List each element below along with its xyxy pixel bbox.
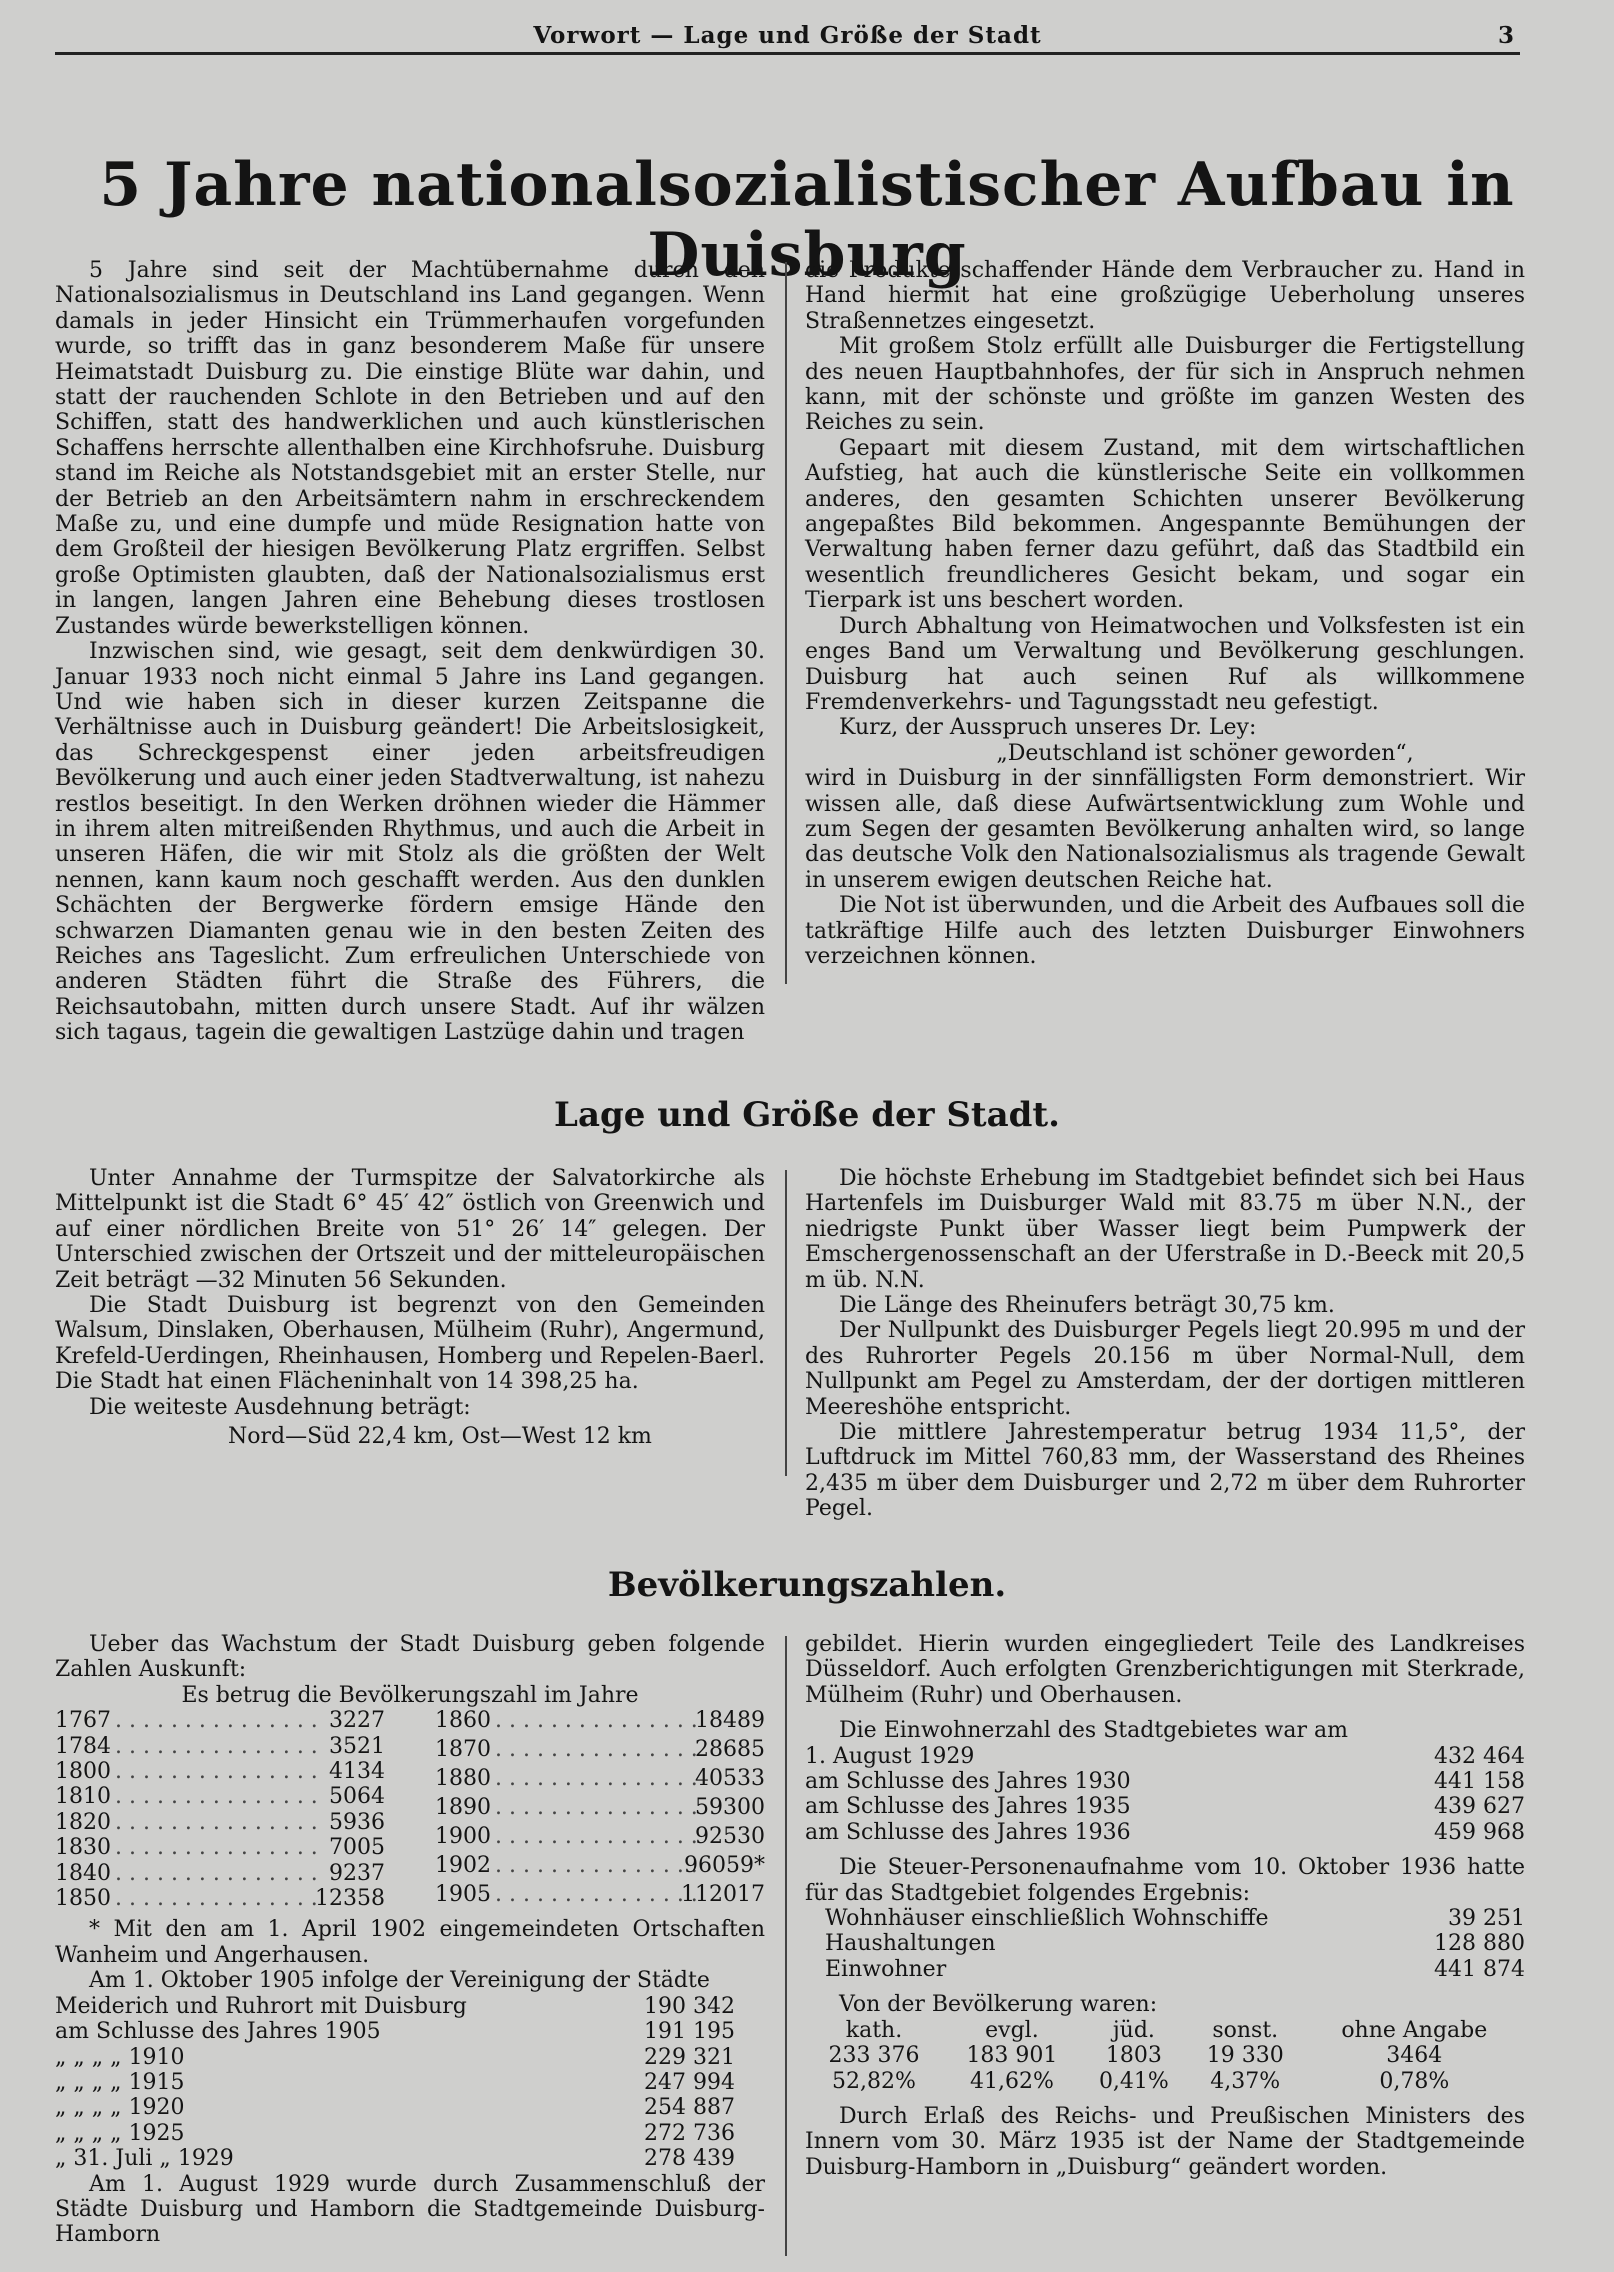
row-label: Meiderich und Ruhrort mit Duisburg <box>55 1993 467 2019</box>
row-value: 432 464 <box>1434 1743 1525 1769</box>
table-row <box>55 2019 735 2044</box>
row-label: 1902 <box>435 1853 491 1879</box>
row-label: „ „ „ „ 1925 <box>55 2120 185 2146</box>
steuer-table <box>825 1906 1525 1982</box>
konfession-cell: sonst. <box>1212 2017 1279 2043</box>
table-row <box>55 1759 385 1784</box>
page-number: 3 <box>1497 22 1514 49</box>
dot-leader: . . . . . . . . . . . . . . . <box>115 1835 318 1861</box>
table-row <box>435 1853 765 1882</box>
konfession-cell: 0,41% <box>1098 2068 1169 2094</box>
row-label: am Schlusse des Jahres 1930 <box>805 1769 1131 1795</box>
paragraph: Die mittlere Jahrestemperatur betrug 1934 11,5°, der Luftdruck im Mittel 760,83 mm, der Wasserstand des Rheines 2,435 m über dem Duisburger und 2,72 m über dem Ruhrorter Pegel. <box>805 1420 1525 1522</box>
konfession-cell: ohne Angabe <box>1341 2017 1488 2043</box>
konfession-cell: 19 330 <box>1206 2043 1284 2069</box>
paragraph: Die Not ist überwunden, und die Arbeit des Aufbaues soll die tatkräftige Hilfe auch des letzten Duisburger Einwohners verzeichnen können. <box>805 893 1525 969</box>
table-row <box>805 2018 1525 2043</box>
table-row <box>55 1734 385 1759</box>
dot-leader <box>624 2146 625 2171</box>
row-value: 278 439 <box>644 2146 735 2172</box>
column-divider <box>785 1636 787 2256</box>
konfession-cell: 233 376 <box>828 2043 920 2069</box>
row-value: 96059* <box>684 1853 765 1879</box>
running-header <box>55 18 1520 55</box>
konfession-cell: kath. <box>845 2017 903 2043</box>
paragraph: Die Länge des Rheinufers beträgt 30,75 km. <box>839 1293 1335 1319</box>
table-row <box>55 2045 735 2070</box>
table-row <box>435 1882 765 1911</box>
table-row <box>825 1906 1525 1931</box>
konfession-cell: jüd. <box>1112 2017 1155 2043</box>
dot-leader: . . . . . . . . . . . . . . . <box>115 1809 318 1835</box>
table-row <box>55 1784 385 1809</box>
dot-leader: . . . . . . . . . . . . . . . <box>495 1737 698 1763</box>
konfession-cell: 4,37% <box>1210 2068 1281 2094</box>
row-label: 1840 <box>55 1860 111 1886</box>
dot-leader <box>1413 1744 1415 1769</box>
row-label: 1880 <box>435 1766 491 1792</box>
row-label: 1850 <box>55 1886 111 1912</box>
table-row <box>805 1769 1525 1794</box>
extent-line: Nord—Süd 22,4 km, Ost—West 12 km <box>228 1424 652 1450</box>
konfession-cell: 1803 <box>1105 2043 1162 2069</box>
union-table <box>55 1994 735 2172</box>
row-label: 1810 <box>55 1784 111 1810</box>
row-label: am Schlusse des Jahres 1936 <box>805 1819 1131 1845</box>
dot-leader: . . . . . . . . . . . . . . . <box>115 1886 318 1912</box>
population-tables <box>55 1708 765 1911</box>
row-label: 1767 <box>55 1708 111 1734</box>
dot-leader: . . . . . . . . . . . . . . . <box>495 1708 698 1734</box>
dot-leader: . . . . . . . . . . . . . . . <box>495 1795 698 1821</box>
row-value: 5064 <box>329 1784 385 1810</box>
row-label: 1905 <box>435 1882 491 1908</box>
dot-leader <box>624 2019 625 2044</box>
row-value: 128 880 <box>1434 1931 1525 1957</box>
konfession-cell: 41,62% <box>969 2068 1054 2094</box>
konfession-cell: 183 901 <box>966 2043 1058 2069</box>
table-row <box>55 1994 735 2019</box>
quote: „Deutschland ist schöner geworden“, <box>996 740 1414 766</box>
dot-leader <box>1414 1931 1415 1956</box>
page-title: 5 Jahre nationalsozialistischer Aufbau in Duisburg <box>99 150 1515 290</box>
paragraph: die Produkte schaffender Hände dem Verbraucher zu. Hand in Hand hiermit hat eine großzügige Ueberholung unseres Straßennetzes eingesetzt. <box>805 258 1525 334</box>
table-row <box>55 1835 385 1860</box>
paragraph: Unter Annahme der Turmspitze der Salvatorkirche als Mittelpunkt ist die Stadt 6° 45′ 42″ östlich von Greenwich und auf einer nördlichen Breite von 51° 26′ 14″ gelegen. Der Unterschied zwischen der Ortszeit und der mitteleuropäischen Zeit beträgt —32 Minuten 56 Sekunden. <box>55 1166 765 1293</box>
row-value: 190 342 <box>644 1993 735 2019</box>
paragraph: Mit großem Stolz erfüllt alle Duisburger die Fertigstellung des neuen Hauptbahnhofes, der für sich in Anspruch nehmen kann, mit der schönste und größte im ganzen Westen des Reiches zu sein. <box>805 334 1525 436</box>
konfession-cell: 52,82% <box>832 2068 916 2094</box>
dot-leader: . . . . . . . . . . . . . . . <box>495 1853 698 1879</box>
row-value: 254 887 <box>644 2095 735 2121</box>
table-row <box>55 2095 735 2120</box>
konfession-cell: 3464 <box>1386 2043 1443 2069</box>
row-value: 39 251 <box>1448 1906 1525 1932</box>
paragraph: Am 1. Oktober 1905 infolge der Vereinigung der Städte <box>89 1968 710 1994</box>
table-row <box>435 1737 765 1766</box>
konfession-table <box>805 2018 1525 2094</box>
dot-leader <box>624 1994 625 2019</box>
row-value: 28685 <box>695 1737 765 1763</box>
paragraph: Am 1. August 1929 wurde durch Zusammenschluß der Städte Duisburg und Hamborn die Stadtgemeinde Duisburg-Hamborn <box>55 2171 765 2248</box>
row-value: 459 968 <box>1434 1819 1525 1845</box>
row-label: am Schlusse des Jahres 1935 <box>805 1794 1131 1820</box>
row-label: 1. August 1929 <box>805 1743 975 1769</box>
konfession-cell: evgl. <box>985 2017 1039 2043</box>
row-label: „ „ „ „ 1910 <box>55 2044 185 2070</box>
table-row <box>55 2146 735 2171</box>
paragraph: Inzwischen sind, wie gesagt, seit dem denkwürdigen 30. Januar 1933 noch nicht einmal 5 Jahre ins Land gegangen. Und wie haben sich in dieser kurzen Zeitspanne die Verhältnisse auch in Duisburg geändert! Die Arbeitslosigkeit, das Schreckgespenst einer jeden arbeitsfreudigen Bevölkerung und auch einer jeden Stadtverwaltung, ist nahezu restlos beseitigt. In den Werken dröhnen wieder die Hämmer in ihrem alten mitreißenden Rhythmus, und auch die Arbeit in unseren Häfen, die wir mit Stolz als die größten der Welt nennen, kann kaum noch geschafft werden. Aus den dunklen Schächten der Bergwerke fördern emsige Hände den schwarzen Diamanten genau wie in den besten Zeiten des Reiches ans Tageslicht. Zum erfreulichen Unterschiede von anderen Städten führt die Straße des Führers, die Reichsautobahn, mitten durch unsere Stadt. Auf ihr wälzen sich tagaus, tagein die gewaltigen Lastzüge dahin und tragen <box>55 639 765 1046</box>
table-row <box>825 1931 1525 1956</box>
dot-leader: . . . . . . . . . . . . . . . <box>115 1784 318 1810</box>
row-value: 7005 <box>329 1835 385 1861</box>
section-heading-lage: Lage und Größe der Stadt. <box>554 1095 1060 1135</box>
dot-leader <box>1413 1820 1415 1845</box>
dot-leader <box>624 2045 625 2070</box>
paragraph: Die Stadt Duisburg ist begrenzt von den Gemeinden Walsum, Dinslaken, Oberhausen, Mülheim (Ruhr), Angermund, Krefeld-Uerdingen, Rheinhausen, Homberg und Repelen-Baerl. Die Stadt hat einen Flächeninhalt von 14 398,25 ha. <box>55 1293 765 1395</box>
paragraph: Ueber das Wachstum der Stadt Duisburg geben folgende Zahlen Auskunft: <box>55 1632 765 1683</box>
row-label: 1890 <box>435 1795 491 1821</box>
row-value: 12358 <box>315 1886 385 1912</box>
bev-right-column <box>805 1632 1525 2180</box>
row-value: 92530 <box>695 1824 765 1850</box>
paragraph: wird in Duisburg in der sinnfälligsten Form demonstriert. Wir wissen alle, daß diese Aufwärtsentwicklung zum Wohle und zum Segen der gesamten Bevölkerung anhalten wird, so lange das deutsche Volk den Nationalsozialismus als tragende Gewalt in unserem ewigen deutschen Reiche hat. <box>805 766 1525 893</box>
table-row <box>435 1795 765 1824</box>
row-value: 247 994 <box>644 2069 735 2095</box>
dot-leader <box>624 2070 625 2095</box>
population-table-left <box>55 1708 385 1911</box>
dot-leader <box>624 2121 625 2146</box>
population-table-right <box>435 1708 765 1911</box>
table-row <box>805 2043 1525 2068</box>
row-label: „ 31. Juli „ 1929 <box>55 2146 234 2172</box>
dot-leader <box>1414 1906 1415 1931</box>
row-value: 4134 <box>329 1759 385 1785</box>
table-caption: Es betrug die Bevölkerungszahl im Jahre <box>181 1682 639 1708</box>
dot-leader <box>1413 1769 1415 1794</box>
paragraph: Durch Erlaß des Reichs- und Preußischen Ministers des Innern vom 30. März 1935 ist der Name der Stadtgemeinde Duisburg-Hamborn in „Duisburg“ geändert worden. <box>805 2103 1525 2180</box>
row-label: 1870 <box>435 1737 491 1763</box>
bev-left-column <box>55 1632 765 2248</box>
column-divider <box>785 1170 787 1476</box>
row-label: am Schlusse des Jahres 1905 <box>55 2019 381 2045</box>
row-label: 1900 <box>435 1824 491 1850</box>
dot-leader: . . . . . . . . . . . . . . . <box>495 1766 698 1792</box>
dot-leader <box>624 2095 625 2120</box>
row-value: 191 195 <box>644 2019 735 2045</box>
row-label: 1784 <box>55 1733 111 1759</box>
row-value: 40533 <box>695 1766 765 1792</box>
dot-leader: . . . . . . . . . . . . . . . <box>495 1824 698 1850</box>
row-value: 59300 <box>695 1795 765 1821</box>
paragraph: Kurz, der Ausspruch unseres Dr. Ley: <box>839 715 1257 741</box>
table-row <box>805 2069 1525 2094</box>
row-value: 3227 <box>329 1708 385 1734</box>
paragraph: Der Nullpunkt des Duisburger Pegels liegt 20.995 m und der des Ruhrorter Pegels 20.156 m über Normal-Null, dem Nullpunkt am Pegel zu Amsterdam, der der dortigen mittleren Meereshöhe entspricht. <box>805 1318 1525 1420</box>
row-label: 1820 <box>55 1809 111 1835</box>
table-row <box>435 1708 765 1737</box>
dot-leader: . . . . . . . . . . . . . . . <box>115 1759 318 1785</box>
row-value: 5936 <box>329 1809 385 1835</box>
table-row <box>805 1794 1525 1819</box>
einwohner-table <box>805 1744 1525 1846</box>
table-row <box>55 2121 735 2146</box>
running-title: Vorwort — Lage und Größe der Stadt <box>533 22 1042 49</box>
row-value: 272 736 <box>644 2120 735 2146</box>
table-row <box>55 2070 735 2095</box>
dot-leader: . . . . . . . . . . . . . . . <box>115 1708 318 1734</box>
row-value: 229 321 <box>644 2044 735 2070</box>
row-label: Haushaltungen <box>825 1931 996 1957</box>
paragraph: Durch Abhaltung von Heimatwochen und Volksfesten ist ein enges Band um Verwaltung und Bevölkerung geschlungen. Duisburg hat auch seinen Ruf als willkommene Fremdenverkehrs- und Tagungsstadt neu gefestigt. <box>805 613 1525 715</box>
table-row <box>55 1810 385 1835</box>
dot-leader <box>1414 1957 1415 1982</box>
row-value: 441 874 <box>1434 1956 1525 1982</box>
row-label: Wohnhäuser einschließlich Wohnschiffe <box>825 1906 1269 1932</box>
paragraph: Die Steuer-Personenaufnahme vom 10. Oktober 1936 hatte für das Stadtgebiet folgendes Ergebnis: <box>805 1855 1525 1906</box>
dot-leader: . . . . . . . . . . . . . . . <box>115 1733 318 1759</box>
lage-right-column <box>805 1166 1525 1522</box>
lage-left-column <box>55 1166 765 1449</box>
footnote: * Mit den am 1. April 1902 eingemeindeten Ortschaften Wanheim und Angerhausen. <box>55 1917 765 1968</box>
row-label: 1830 <box>55 1835 111 1861</box>
row-label: „ „ „ „ 1920 <box>55 2095 185 2121</box>
paragraph: gebildet. Hierin wurden eingegliedert Teile des Landkreises Düsseldorf. Auch erfolgten Grenzberichtigungen mit Sterkrade, Mülheim (Ruhr) und Oberhausen. <box>805 1632 1525 1708</box>
table-row <box>805 1820 1525 1845</box>
paragraph: Die höchste Erhebung im Stadtgebiet befindet sich bei Haus Hartenfels im Duisburger Wald mit 83.75 m über N.N., der niedrigste Punkt über Wasser liegt beim Pumpwerk der Emschergenossenschaft an der Uferstraße in D.-Beeck mit 20,5 m üb. N.N. <box>805 1166 1525 1293</box>
table-row <box>825 1957 1525 1982</box>
dot-leader <box>1413 1794 1415 1819</box>
paragraph: 5 Jahre sind seit der Machtübernahme durch den Nationalsozialismus in Deutschland ins Land gegangen. Wenn damals in jeder Hinsicht ein Trümmerhaufen vorgefunden wurde, so trifft das in ganz besonderem Maße für unsere Heimatstadt Duisburg zu. Die einstige Blüte war dahin, und statt der rauchenden Schlote in den Betrieben und auf den Schiffen, statt des handwerklichen und auch künstlerischen Schaffens herrschte allenthalben eine Kirchhofsruhe. Duisburg stand im Reiche als Notstandsgebiet mit an erster Stelle, nur der Betrieb an den Arbeitsämtern nahm in erschreckendem Maße zu, und eine dumpfe und müde Resignation hatte von dem Großteil der hiesigen Bevölkerung Platz ergriffen. Selbst große Optimisten glaubten, daß der Nationalsozialismus erst in langen, langen Jahren eine Behebung dieses trostlosen Zustandes würde bewerkstelligen können. <box>55 258 765 639</box>
table-row <box>805 1744 1525 1769</box>
row-value: 112017 <box>681 1882 765 1908</box>
table-caption: Die Einwohnerzahl des Stadtgebietes war am <box>839 1718 1348 1744</box>
table-row <box>435 1766 765 1795</box>
column-divider <box>785 262 787 984</box>
row-label: 1860 <box>435 1708 491 1734</box>
table-row <box>55 1861 385 1886</box>
section-heading-bevoelkerung: Bevölkerungszahlen. <box>607 1565 1007 1605</box>
table-caption: Von der Bevölkerung waren: <box>839 1992 1158 2018</box>
intro-left-column <box>55 258 765 1046</box>
row-label: „ „ „ „ 1915 <box>55 2069 185 2095</box>
row-value: 439 627 <box>1434 1794 1525 1820</box>
row-label: 1800 <box>55 1759 111 1785</box>
row-value: 441 158 <box>1434 1769 1525 1795</box>
row-value: 18489 <box>695 1708 765 1734</box>
konfession-cell: 0,78% <box>1379 2068 1450 2094</box>
row-value: 3521 <box>329 1733 385 1759</box>
row-value: 9237 <box>329 1860 385 1886</box>
intro-right-column <box>805 258 1525 969</box>
dot-leader: . . . . . . . . . . . . . . . <box>115 1860 318 1886</box>
paragraph: Gepaart mit diesem Zustand, mit dem wirtschaftlichen Aufstieg, hat auch die künstlerische Seite ein vollkommen anderes, den gesamten Schichten unserer Bevölkerung angepaßtes Bild bekommen. Angespannte Bemühungen der Verwaltung haben ferner dazu geführt, daß das Stadtbild ein wesentlich freundlicheres Gesicht bekam, und sogar ein Tierpark ist uns beschert worden. <box>805 435 1525 614</box>
paragraph: Die weiteste Ausdehnung beträgt: <box>89 1394 471 1420</box>
dot-leader: . . . . . . . . . . . . . . . <box>495 1882 698 1908</box>
table-row <box>55 1886 385 1911</box>
row-label: Einwohner <box>825 1956 947 1982</box>
table-row <box>55 1708 385 1733</box>
table-row <box>435 1824 765 1853</box>
